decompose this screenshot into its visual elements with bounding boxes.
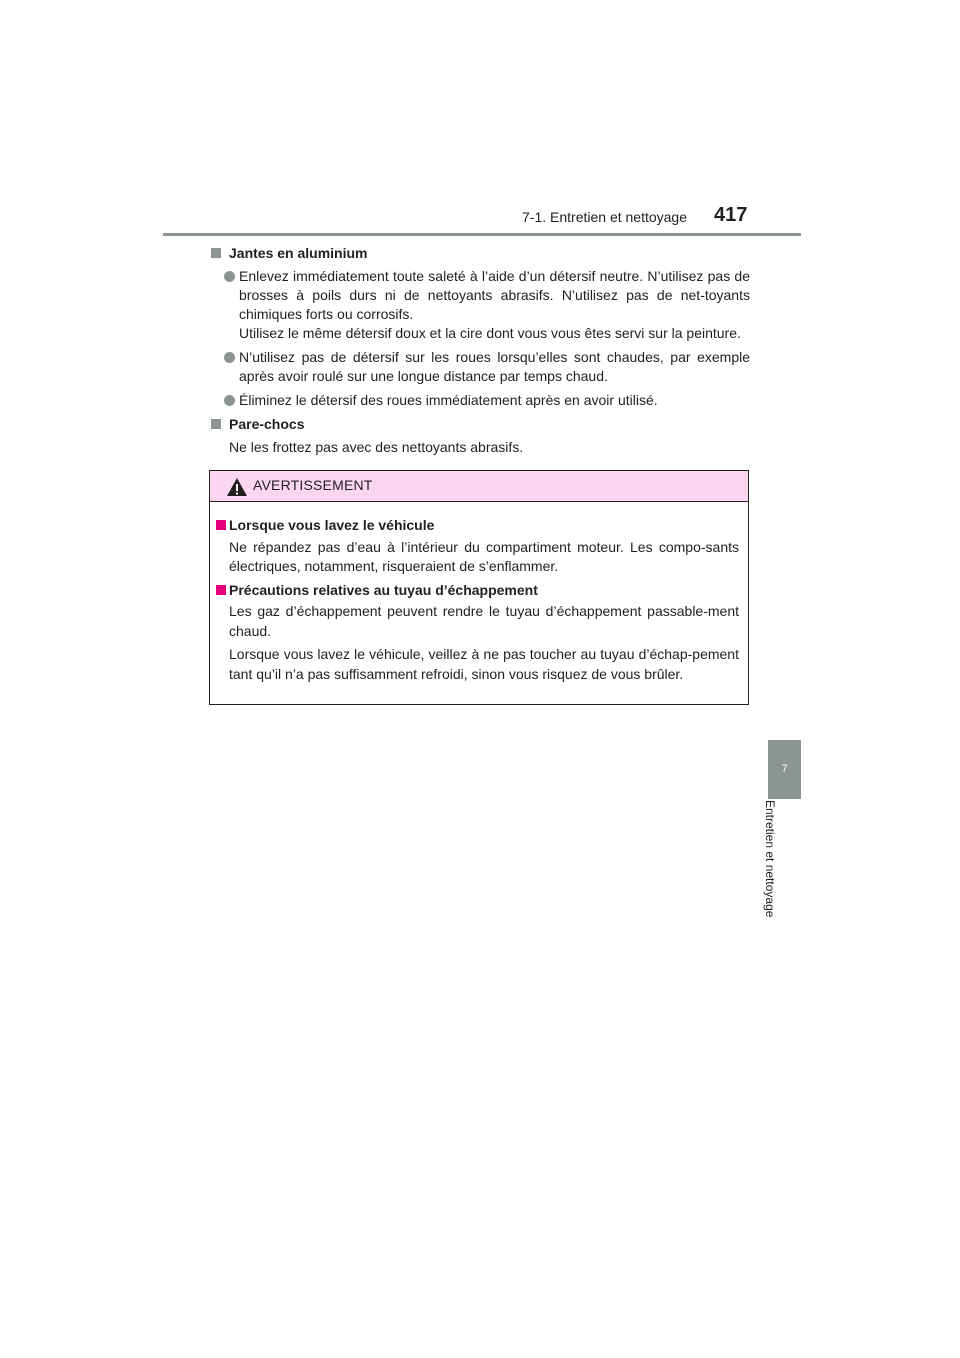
warning-heading-text: Lorsque vous lavez le véhicule xyxy=(229,517,435,533)
body-text: Ne les frottez pas avec des nettoyants abrasifs. xyxy=(229,439,524,455)
warning-text: Lorsque vous lavez le véhicule, veillez à ne pas toucher au tuyau d’échap-pement tant qu’il n’a pas suffisamment refroidi, sinon vous risquez de vous brûler. xyxy=(229,646,739,682)
bullet-text: Enlevez immédiatement toute saleté à l’aide d’un détersif neutre. N’utilisez pas de brosses à poils durs ni de nettoyants abrasifs. N’utilisez pas de net-toyants chimiques forts ou corrosifs. xyxy=(239,268,750,322)
section-heading-jantes xyxy=(210,244,750,263)
warning-text: Les gaz d’échappement peuvent rendre le tuyau d’échappement passable-ment chaud. xyxy=(229,603,739,639)
list-item xyxy=(210,348,750,386)
square-bullet-icon xyxy=(211,248,221,258)
chapter-label-text: Entretien et nettoyage xyxy=(763,800,777,918)
circle-bullet-icon xyxy=(224,352,235,363)
main-content xyxy=(210,244,750,457)
warning-header xyxy=(210,471,748,502)
header-rule xyxy=(163,233,801,236)
section-heading-text: Jantes en aluminium xyxy=(229,245,368,261)
chapter-tab[interactable]: 7 xyxy=(768,740,801,799)
warning-box xyxy=(209,470,749,705)
list-item xyxy=(210,391,750,410)
list-item xyxy=(210,267,750,343)
bullet-text: Éliminez le détersif des roues immédiatement après en avoir utilisé. xyxy=(239,392,658,408)
warning-text: Ne répandez pas d’eau à l’intérieur du compartiment moteur. Les compo-sants électriques, notamment, risqueraient de s’enflammer. xyxy=(229,538,739,574)
warning-heading-lavage xyxy=(216,516,739,536)
header-section-title: 7-1. Entretien et nettoyage xyxy=(522,209,687,225)
warning-body xyxy=(210,502,748,684)
circle-bullet-icon xyxy=(224,271,235,282)
page-number: 417 xyxy=(714,204,748,226)
section-heading-text: Pare-chocs xyxy=(229,416,305,432)
circle-bullet-icon xyxy=(224,395,235,406)
bullet-text: Utilisez le même détersif doux et la cire dont vous vous êtes servi sur la peinture. xyxy=(239,325,741,341)
warning-heading-text: Précautions relatives au tuyau d’échappement xyxy=(229,581,538,598)
warning-heading-echappement xyxy=(216,581,739,601)
warning-triangle-icon xyxy=(226,477,248,497)
section-heading-parechocs xyxy=(210,415,750,434)
square-bullet-icon xyxy=(216,585,226,595)
square-bullet-icon xyxy=(216,520,226,530)
warning-title: AVERTISSEMENT xyxy=(253,477,373,493)
square-bullet-icon xyxy=(211,419,221,429)
bullet-text: N’utilisez pas de détersif sur les roues lorsqu’elles sont chaudes, par exemple après avoir roulé sur une longue distance par temps chaud. xyxy=(239,349,750,384)
